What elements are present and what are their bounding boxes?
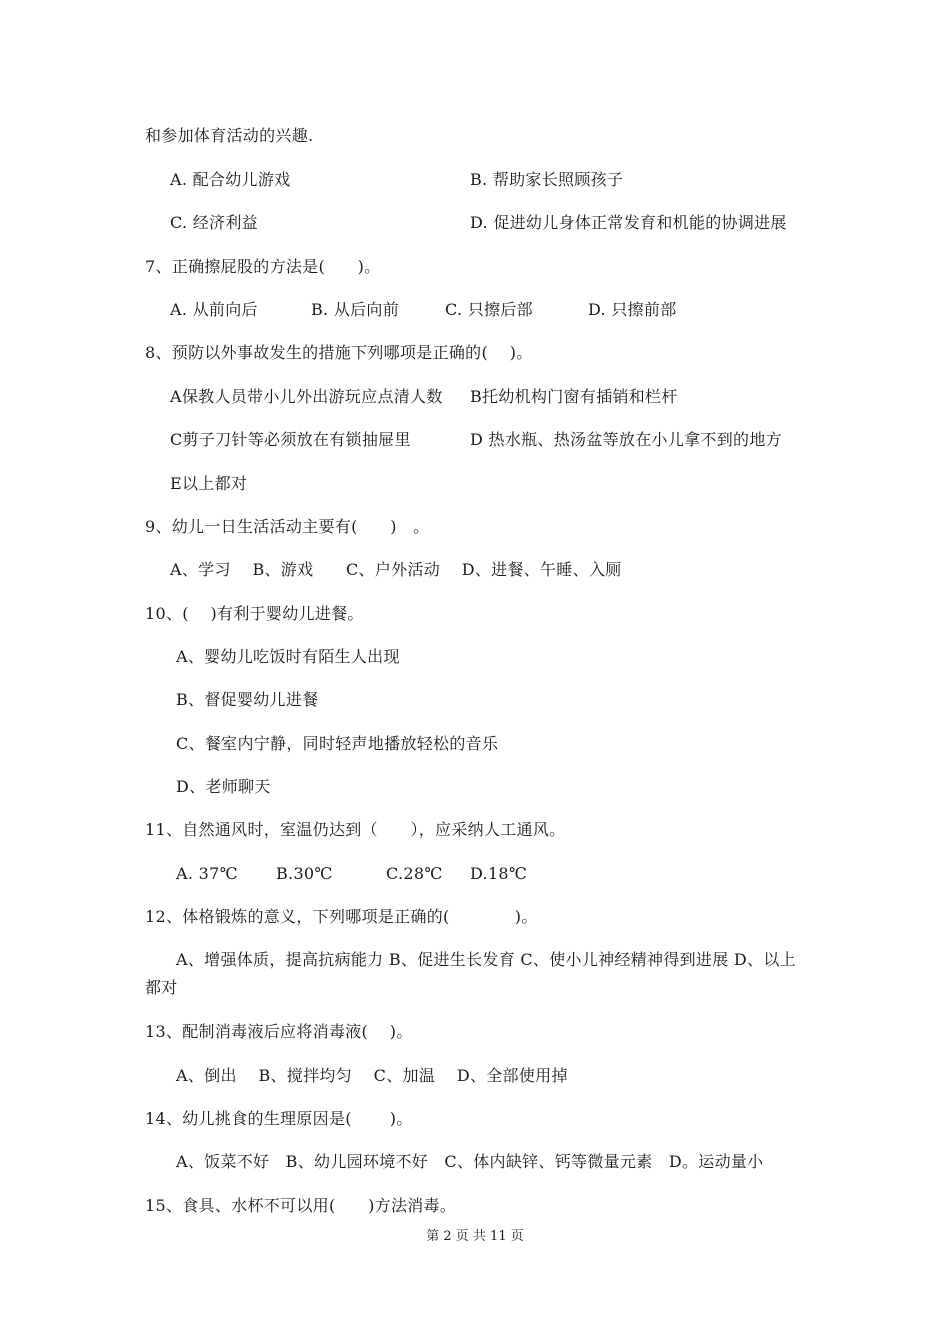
q8-option-d: D 热水瓶、热汤盆等放在小儿拿不到的地方 [470,430,782,449]
q9-options: A、学习 B、游戏 C、户外活动 D、进餐、午睡、入厕 [170,560,622,579]
q8-option-a: A保教人员带小儿外出游玩应点清人数 [170,387,443,406]
option-b: B. 帮助家长照顾孩子 [470,170,624,189]
option-d: D. 促进幼儿身体正常发育和机能的协调进展 [470,213,787,232]
question-7: 7、正确擦屁股的方法是( )。 [145,257,381,276]
question-8: 8、预防以外事故发生的措施下列哪项是正确的( )。 [145,343,533,362]
q7-option-b: B. 从后向前 [311,300,400,319]
question-12: 12、体格锻炼的意义，下列哪项是正确的( )。 [145,907,538,926]
q12-options-wrap: 都对 [145,978,178,997]
q11-option-d: D.18℃ [470,864,528,883]
q7-option-c: C. 只擦后部 [445,300,533,319]
option-a: A. 配合幼儿游戏 [170,170,291,189]
q11-option-b: B.30℃ [276,864,333,883]
q12-options: A、增强体质，提高抗病能力 B、促进生长发育 C、使小儿神经精神得到进展 D、以上 [176,950,796,969]
question-9: 9、幼儿一日生活活动主要有( ) 。 [145,517,430,536]
q11-option-c: C.28℃ [386,864,443,883]
q10-option-c: C、餐室内宁静，同时轻声地播放轻松的音乐 [176,734,499,753]
question-11: 11、自然通风时，室温仍达到（ ），应采纳人工通风。 [145,820,566,839]
q13-options: A、倒出 B、搅拌均匀 C、加温 D、全部使用掉 [176,1066,568,1085]
question-10: 10、( )有利于婴幼儿进餐。 [145,604,364,623]
q8-option-e: E以上都对 [170,474,248,493]
q14-options: A、饭菜不好 B、幼儿园环境不好 C、体内缺锌、钙等微量元素 D。运动量小 [176,1152,764,1171]
q11-option-a: A. 37℃ [176,864,238,883]
q8-option-c: C剪子刀针等必须放在有锁抽屉里 [170,430,411,449]
q7-option-a: A. 从前向后 [170,300,258,319]
q7-option-d: D. 只擦前部 [588,300,677,319]
q10-option-b: B、督促婴幼儿进餐 [176,690,319,709]
option-c: C. 经济利益 [170,213,258,232]
question-14: 14、幼儿挑食的生理原因是( )。 [145,1109,413,1128]
q10-option-a: A、婴幼儿吃饭时有陌生人出现 [176,647,400,666]
question-13: 13、配制消毒液后应将消毒液( )。 [145,1022,413,1041]
question-15: 15、食具、水杯不可以用( )方法消毒。 [145,1196,457,1215]
text-line: 和参加体育活动的兴趣. [145,126,314,145]
q10-option-d: D、老师聊天 [176,777,271,796]
q8-option-b: B托幼机构门窗有插销和栏杆 [470,387,678,406]
page-footer: 第 2 页 共 11 页 [426,1229,524,1244]
